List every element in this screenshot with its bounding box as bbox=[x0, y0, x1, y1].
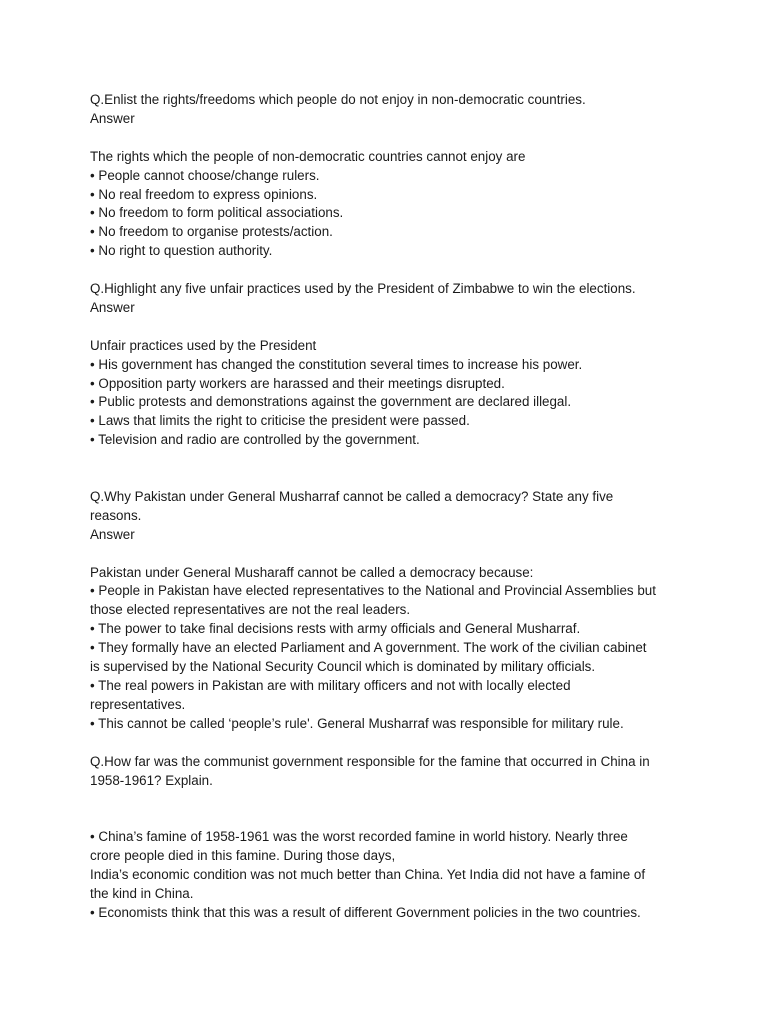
answer-line: • This cannot be called ‘people’s rule'. General Musharraf was responsible for military rule. bbox=[90, 715, 624, 731]
answer-intro: Pakistan under General Musharaff cannot be called a democracy because: bbox=[90, 564, 534, 580]
bullet-item: • Opposition party workers are harassed and their meetings disrupted. bbox=[90, 375, 505, 391]
qa-section-4 bbox=[90, 753, 690, 923]
qa-section-3 bbox=[90, 488, 690, 734]
question-text: 1958-1961? Explain. bbox=[90, 772, 213, 788]
answer-label: Answer bbox=[90, 299, 135, 315]
answer-line: • People in Pakistan have elected representatives to the National and Provincial Assemblies but bbox=[90, 583, 656, 599]
bullet-item: • No freedom to organise protests/action. bbox=[90, 224, 333, 240]
question-text: Q.Enlist the rights/freedoms which people do not enjoy in non-democratic countries. bbox=[90, 92, 586, 107]
answer-line: • The real powers in Pakistan are with military officers and not with locally elected bbox=[90, 678, 571, 694]
bullet-item: • Television and radio are controlled by the government. bbox=[90, 432, 420, 448]
qa-section-1 bbox=[90, 91, 690, 261]
answer-intro: The rights which the people of non-democratic countries cannot enjoy are bbox=[90, 148, 526, 164]
answer-line: • They formally have an elected Parliament and A government. The work of the civilian cabinet bbox=[90, 640, 647, 656]
bullet-item: • Public protests and demonstrations against the government are declared illegal. bbox=[90, 394, 572, 410]
bullet-item: • No real freedom to express opinions. bbox=[90, 186, 318, 202]
bullet-item: • Laws that limits the right to criticise the president were passed. bbox=[90, 413, 470, 429]
answer-line: • Economists think that this was a result of different Government policies in the two countries. bbox=[90, 904, 641, 920]
question-text: Q.Why Pakistan under General Musharraf cannot be called a democracy? State any five bbox=[90, 488, 614, 504]
bullet-item: • No right to question authority. bbox=[90, 243, 273, 259]
bullet-item: • People cannot choose/change rulers. bbox=[90, 167, 320, 183]
answer-line: crore people died in this famine. During those days, bbox=[90, 848, 396, 864]
question-text: Q.Highlight any five unfair practices used by the President of Zimbabwe to win the elections. bbox=[90, 281, 636, 297]
document-page bbox=[90, 91, 690, 923]
answer-label: Answer bbox=[90, 526, 135, 542]
answer-intro: Unfair practices used by the President bbox=[90, 337, 317, 353]
answer-line: those elected representatives are not the real leaders. bbox=[90, 602, 411, 618]
bullet-item: • His government has changed the constitution several times to increase his power. bbox=[90, 356, 583, 372]
answer-label: Answer bbox=[90, 110, 135, 126]
qa-section-2 bbox=[90, 280, 690, 450]
answer-line: the kind in China. bbox=[90, 885, 194, 901]
question-text: Q.How far was the communist government responsible for the famine that occurred in China in bbox=[90, 753, 650, 769]
answer-line: India’s economic condition was not much better than China. Yet India did not have a famine of bbox=[90, 867, 646, 883]
answer-line: is supervised by the National Security Council which is dominated by military officials. bbox=[90, 659, 596, 675]
answer-line: • The power to take final decisions rests with army officials and General Musharraf. bbox=[90, 621, 581, 637]
answer-line: representatives. bbox=[90, 696, 186, 712]
answer-line: • China’s famine of 1958-1961 was the worst recorded famine in world history. Nearly three bbox=[90, 829, 628, 845]
question-text: reasons. bbox=[90, 507, 142, 523]
bullet-item: • No freedom to form political associations. bbox=[90, 205, 344, 221]
